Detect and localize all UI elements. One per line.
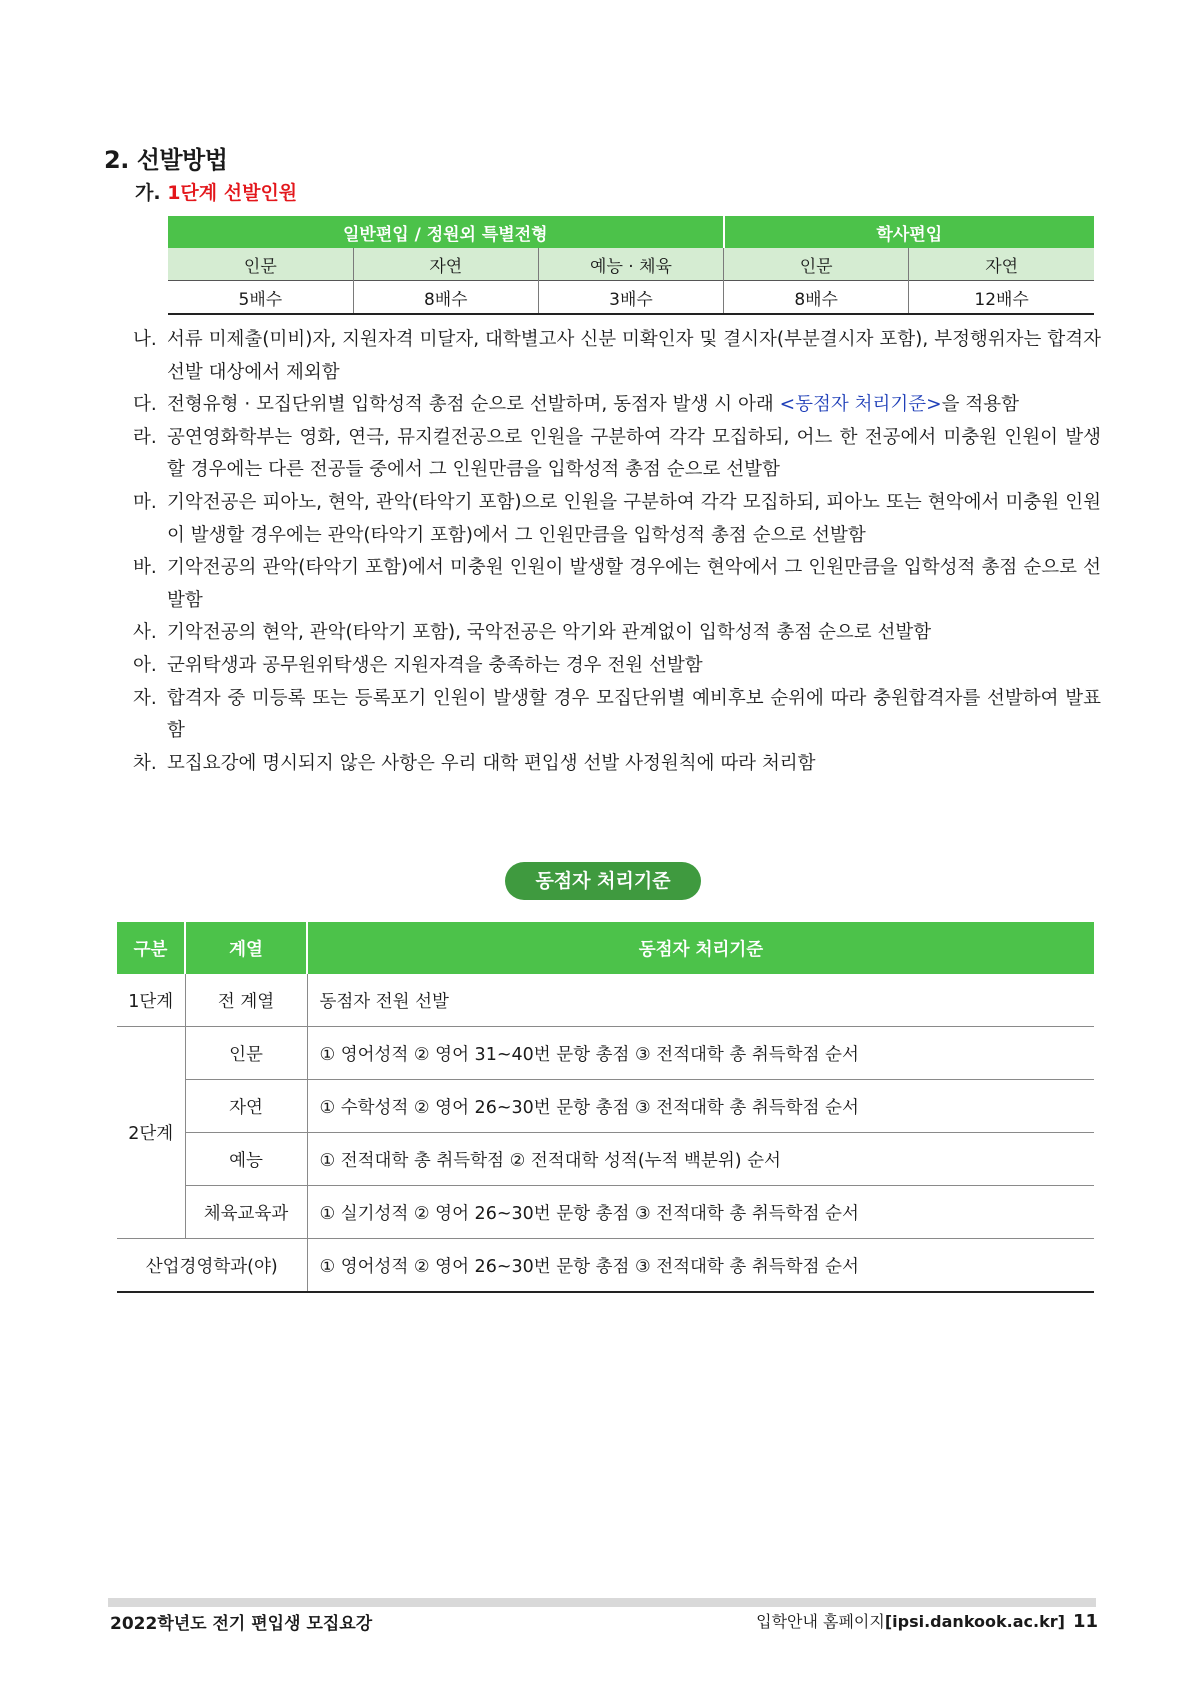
field-cell: 체육교육과 bbox=[185, 1186, 307, 1239]
tie-header-rule: 동점자 처리기준 bbox=[307, 922, 1094, 974]
footer-divider bbox=[108, 1598, 1096, 1607]
list-item-label: 차. bbox=[133, 752, 157, 774]
field-cell: 전 계열 bbox=[185, 974, 307, 1027]
section-title bbox=[104, 140, 227, 175]
quota-header-cell: 인문 bbox=[724, 248, 909, 281]
list-item-text-post: 을 적용함 bbox=[941, 394, 1019, 416]
quota-header-cell: 자연 bbox=[353, 248, 538, 281]
list-item-text: 서류 미제출(미비)자, 지원자격 미달자, 대학별고사 신분 미확인자 및 결시자(부분결시자 포함), 부정행위자는 합격자 선발 대상에서 제외함 bbox=[167, 329, 1101, 383]
list-item-label: 아. bbox=[133, 654, 157, 676]
list-item-text bbox=[167, 389, 1101, 422]
field-cell: 자연 bbox=[185, 1080, 307, 1133]
rule-cell: ① 영어성적 ② 영어 31~40번 문항 총점 ③ 전적대학 총 취득학점 순서 bbox=[307, 1027, 1094, 1080]
quota-header-cell: 예능 · 체육 bbox=[538, 248, 723, 281]
list-item bbox=[133, 748, 1101, 781]
quota-table bbox=[168, 216, 1094, 315]
quota-header-cell: 인문 bbox=[168, 248, 353, 281]
list-item bbox=[133, 683, 1101, 748]
footer-doc-title: 2022학년도 전기 편입생 모집요강 bbox=[110, 1614, 373, 1634]
table-row bbox=[117, 974, 1094, 1027]
selection-rules-list bbox=[133, 324, 1101, 780]
footer-info bbox=[756, 1609, 1098, 1632]
quota-group-general: 일반편입 / 정원외 특별전형 bbox=[168, 216, 724, 248]
quota-group-bachelor: 학사편입 bbox=[724, 216, 1094, 248]
tie-header-row bbox=[117, 922, 1094, 974]
section-title-text: 선발방법 bbox=[136, 146, 228, 174]
list-item bbox=[133, 389, 1101, 422]
list-item-label: 자. bbox=[133, 687, 157, 709]
quota-value-cell: 8배수 bbox=[724, 281, 909, 315]
tie-header-field: 계열 bbox=[185, 922, 307, 974]
list-item-text: 기악전공의 관악(타악기 포함)에서 미충원 인원이 발생할 경우에는 현악에서 그 인원만큼을 입학성적 총점 순으로 선발함 bbox=[167, 557, 1101, 611]
rule-cell: 동점자 전원 선발 bbox=[307, 974, 1094, 1027]
list-item-label: 라. bbox=[133, 426, 157, 448]
stage-cell: 1단계 bbox=[117, 974, 185, 1027]
tie-criteria-title-badge: 동점자 처리기준 bbox=[505, 862, 701, 900]
list-item bbox=[133, 552, 1101, 617]
rule-cell: ① 수학성적 ② 영어 26~30번 문항 총점 ③ 전적대학 총 취득학점 순서 bbox=[307, 1080, 1094, 1133]
rule-cell: ① 영어성적 ② 영어 26~30번 문항 총점 ③ 전적대학 총 취득학점 순서 bbox=[307, 1239, 1094, 1293]
subsection-title-text: 1단계 선발인원 bbox=[167, 182, 298, 204]
field-cell: 예능 bbox=[185, 1133, 307, 1186]
list-item-label: 다. bbox=[133, 394, 157, 416]
footer-homepage-label: 입학안내 홈페이지 bbox=[756, 1612, 885, 1631]
table-row bbox=[117, 1239, 1094, 1293]
tie-rule-reference: <동점자 처리기준> bbox=[779, 394, 942, 416]
tie-criteria-table bbox=[117, 922, 1094, 1293]
rule-cell: ① 전적대학 총 취득학점 ② 전적대학 성적(누적 백분위) 순서 bbox=[307, 1133, 1094, 1186]
table-row bbox=[117, 1133, 1094, 1186]
list-item-text: 모집요강에 명시되지 않은 사항은 우리 대학 편입생 선발 사정원칙에 따라 처리함 bbox=[167, 752, 816, 774]
quota-value-cell: 8배수 bbox=[353, 281, 538, 315]
night-dept-cell: 산업경영학과(야) bbox=[117, 1239, 307, 1293]
list-item bbox=[133, 422, 1101, 487]
quota-group-header-row bbox=[168, 216, 1094, 248]
quota-value-cell: 3배수 bbox=[538, 281, 723, 315]
list-item-label: 바. bbox=[133, 557, 157, 579]
quota-header-row bbox=[168, 248, 1094, 281]
quota-header-cell: 자연 bbox=[909, 248, 1094, 281]
quota-value-cell: 5배수 bbox=[168, 281, 353, 315]
list-item bbox=[133, 487, 1101, 552]
list-item bbox=[133, 324, 1101, 389]
list-item-text: 공연영화학부는 영화, 연극, 뮤지컬전공으로 인원을 구분하여 각각 모집하되, 어느 한 전공에서 미충원 인원이 발생할 경우에는 다른 전공들 중에서 그 인원만큼을 입학성적 총점 순으로 선발함 bbox=[167, 426, 1101, 481]
field-cell: 인문 bbox=[185, 1027, 307, 1080]
list-item-label: 나. bbox=[133, 329, 157, 350]
quota-value-row bbox=[168, 281, 1094, 315]
table-row bbox=[117, 1186, 1094, 1239]
list-item-text: 기악전공의 현악, 관악(타악기 포함), 국악전공은 악기와 관계없이 입학성적 총점 순으로 선발함 bbox=[167, 622, 932, 644]
stage-cell: 2단계 bbox=[117, 1027, 185, 1239]
list-item-text: 기악전공은 피아노, 현악, 관악(타악기 포함)으로 인원을 구분하여 각각 모집하되, 피아노 또는 현악에서 미충원 인원이 발생할 경우에는 관악(타악기 포함)에서 그 인원만큼을 입학성적 총점 순으로 선발함 bbox=[167, 491, 1101, 546]
table-row bbox=[117, 1080, 1094, 1133]
subsection-label: 가. bbox=[135, 182, 161, 204]
subsection-title bbox=[135, 178, 297, 205]
section-number: 2. bbox=[104, 146, 129, 174]
list-item-text-pre: 전형유형 · 모집단위별 입학성적 총점 순으로 선발하며, 동점자 발생 시 아래 bbox=[167, 394, 780, 416]
table-row bbox=[117, 1027, 1094, 1080]
tie-header-stage: 구분 bbox=[117, 922, 185, 974]
list-item bbox=[133, 650, 1101, 683]
list-item-text: 합격자 중 미등록 또는 등록포기 인원이 발생할 경우 모집단위별 예비후보 순위에 따라 충원합격자를 선발하여 발표함 bbox=[167, 687, 1101, 742]
list-item-label: 사. bbox=[133, 622, 157, 644]
quota-value-cell: 12배수 bbox=[974, 289, 1029, 310]
footer-homepage-url[interactable]: [ipsi.dankook.ac.kr] bbox=[884, 1612, 1065, 1631]
page-number: 11 bbox=[1072, 1611, 1098, 1632]
list-item bbox=[133, 617, 1101, 650]
list-item-text: 군위탁생과 공무원위탁생은 지원자격을 충족하는 경우 전원 선발함 bbox=[167, 654, 703, 676]
rule-cell: ① 실기성적 ② 영어 26~30번 문항 총점 ③ 전적대학 총 취득학점 순서 bbox=[307, 1186, 1094, 1239]
list-item-label: 마. bbox=[133, 491, 157, 513]
